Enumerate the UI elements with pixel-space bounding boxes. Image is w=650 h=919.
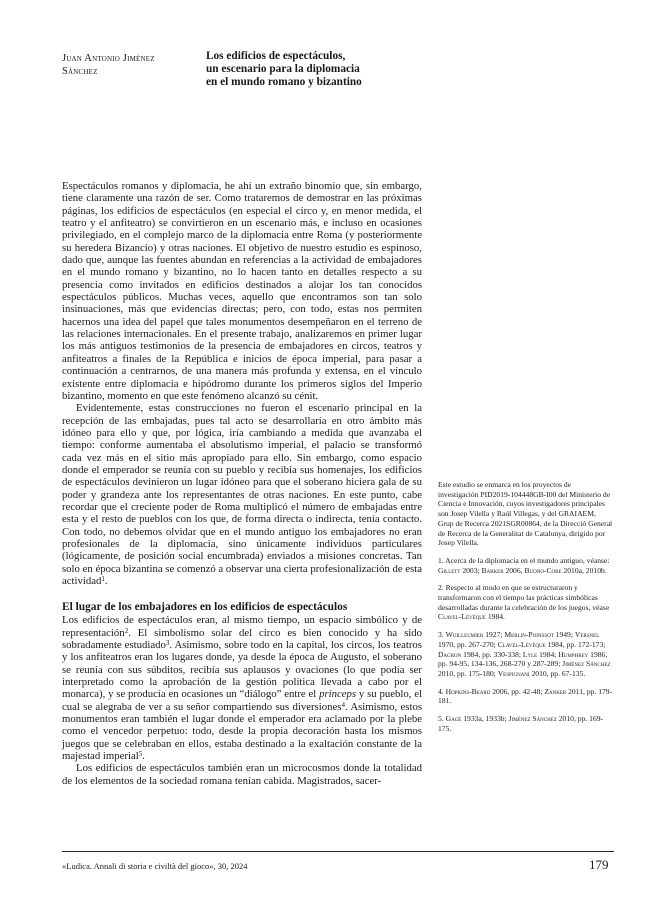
author-name-line2: Sánchez bbox=[62, 66, 98, 77]
p3-text-f: . bbox=[142, 750, 145, 763]
article-title-line2: un escenario para la diplomacia bbox=[206, 63, 360, 75]
journal-citation: «Ludica. Annali di storia e civiltà del gioco», 30, 2024 bbox=[62, 861, 248, 871]
body-paragraph-4: Los edificios de espectáculos también eran un microcosmos donde la totalidad de los elementos de la sociedad romana tenían cabida. Magistrados, sacer- bbox=[62, 762, 422, 787]
footnote-ref-4[interactable]: 4 bbox=[341, 700, 345, 709]
article-title-line1: Los edificios de espectáculos, bbox=[206, 50, 346, 62]
footnote-1: 1. Acerca de la diplomacia en el mundo antiguo, véanse: Gillett 2003; Barker 2006, Buono-Core 2010a, 2010b. bbox=[438, 555, 610, 575]
p3-text-c: . Asimismo, sobre todo en la capital, los circos, los teatros y los anfiteatros eran los lugares donde, ya desde la época de Augusto, el soberano se reunía con sus súbditos, recibía sus aplausos y ovaciones (lo que podía ser interpretado como la aprobación de la gestión política llevada a cabo por el monarca), y se producía en ocasiones un “diálogo” entre el bbox=[62, 639, 422, 701]
page-number: 179 bbox=[589, 857, 609, 872]
footnote-3: 3. Wuilleumier 1927; Merlin-Poinssot 1949; Versnel 1970, pp. 267-270; Clavel-Lévêque 1984, pp. 172-173; Dagron 1984, pp. 330-338; Lyle 1984; Humphrey 1986, pp. 94-95, 134-136, 268-270 y 287-289; Jiménez Sánchez 2010, pp. 175-180; Vespignani 2010, pp. 67-135. bbox=[438, 630, 611, 678]
section-heading: El lugar de los embajadores en los edificios de espectáculos bbox=[62, 601, 348, 614]
footnote-4: 4. Hopkins-Beard 2006, pp. 42-48; Zanker 2011, pp. 179-181. bbox=[438, 686, 613, 706]
p3-text-a: Los edificios de espectáculos eran, al mismo tiempo, un espacio simbólico y de representación bbox=[62, 614, 422, 639]
footnote-5: 5. Gagé 1933a, 1933b; Jiménez Sánchez 2010, pp. 169-175. bbox=[438, 714, 604, 733]
footnote-2: 2. Respecto al modo en que se estructuraron y transformaron con el tiempo las prácticas simbólicas desarrolladas durante la celebración de los juegos, véase Clavel-Lévêque 1984. bbox=[438, 583, 610, 622]
article-title bbox=[206, 50, 406, 89]
p3-text-b: . El simbolismo solar del circo es bien conocido y ha sido sobradamente estudiado bbox=[62, 626, 422, 652]
footnote-ref-2[interactable]: 2 bbox=[124, 626, 129, 635]
footnote-ref-5[interactable]: 5 bbox=[138, 750, 143, 759]
footer-divider bbox=[62, 851, 614, 852]
body-paragraph-2: Evidentemente, estas construcciones no fueron el escenario principal en la recepción de las embajadas, pues tal acto se desarrollaría en otro ámbito más idóneo para ello y que, por lógica, iría cambiando a medida que avanzaba el tiempo: conforme aumentaba el absolutismo imperial, el palacio se transformó cada vez más en el sitio más apropiado para ello. Sin embargo, como espacio donde el emperador se reunía con su pueblo y recibía sus homenajes, los edificios de espectáculos devinieron un lugar idóneo para que el soberano hiciera gala de su poder y grandeza ante los representantes de otras naciones. En este punto, cabe recordar que el creciente poder de Roma multiplicó el número de embajadas entre esta y el resto de pueblos con los que, de forma directa o indirecta, tenía contacto. Con todo, no debemos olvidar que en el mundo antiguo los embajadores no eran profesionales de la diplomacia, sino únicamente individuos particulares (lógicamente, de posición social encumbrada) enviados a misiones concretas. Tan solo en época bizantina se comenzó a observar una cierta profesionalización de esta actividad$^1$. bbox=[62, 402, 422, 587]
body-paragraph-1: Espectáculos romanos y diplomacia, he ahí un extraño binomio que, sin embargo, tiene claramente una razón de ser. Como trataremos de demostrar en las próximas páginas, los edificios de espectáculos (en especial el circo y, en menor medida, el teatro y el anfiteatro) se convirtieron en un escenario más, e incluso en ocasiones privilegiado, en el complejo marco de la diplomacia entre Roma (y posteriormente su heredera Bizancio) y otras naciones. El objetivo de nuestro estudio es espinoso, dado que, aunque las fuentes abundan en referencias a la actividad de embajadores en el mundo romano y bizantino, no lo hacen tanto en detalles respecto a su presencia como invitados en edificios destinados a alojar los tan conocidos espectáculos públicos. Muchas veces, aquello que encontramos son tan solo insinuaciones, más que evidencias directas; pero, con todo, estas nos permiten hacernos una idea del papel que tales monumentos desempeñaron en el terreno de las relaciones internacionales. En el presente trabajo, analizaremos en primer lugar los más antiguos testimonios de la presencia de embajadores en circos, teatros y anfiteatros a finales de la República e inicios de época imperial, para pasar a continuación a centrarnos, de una manera más profunda y extensa, en el vínculo existente entre diplomacia e hipódromo durante los primeros siglos del Imperio bizantino, momento en que este fenómeno alcanzó su cénit. bbox=[62, 180, 422, 402]
article-title-line3: en el mundo romano y bizantino bbox=[206, 76, 362, 88]
body-paragraph-3 bbox=[62, 614, 422, 762]
main-text bbox=[62, 180, 422, 787]
p3-italic-term: princeps bbox=[319, 688, 357, 701]
p3-text-d: y su pueblo, el cual se alegraba de ver a su señor compartiendo sus diversiones bbox=[62, 688, 423, 713]
funding-note: Este estudio se enmarca en los proyectos de investigación PID2019-104448GB-I00 del Ministerio de Ciencia e Innovación, cuyos investigadores principales son Josep Vilella y Raúl Villegas, y del GRAIAEM, Grup de Recerca 2021SGR00864, de la Direcció General de Recerca de la Generalitat de Catalunya, dirigido por Josep Vilella. bbox=[438, 480, 613, 548]
footnote-ref-3[interactable]: 3 bbox=[165, 639, 170, 648]
side-notes bbox=[438, 480, 613, 741]
author-name bbox=[62, 52, 202, 78]
author-name-line1: Juan Antonio Jiménez bbox=[62, 53, 155, 64]
footnote-ref-1[interactable]: 1 bbox=[101, 575, 105, 583]
p3-text-e: . Asimismo, estos monumentos eran también el lugar donde el emperador era aclamado por la plebe como el vencedor perpetuo: todo, desde la propia decoración hasta los mismos juegos que se celebraban en ellos, estaba destinado a la exaltación constante de la majestad imperial bbox=[62, 700, 422, 763]
body-paragraph-2-text: Evidentemente, estas construcciones no fueron el escenario principal en la recepción de las embajadas, pues tal acto se desarrollaría en otro ámbito más idóneo para ello y que, por lógica, iría cambiando a medida que avanzaba el tiempo: conforme aumentaba el absolutismo imperial, el palacio se transformó cada vez más en el sitio más apropiado para ello. Sin embargo, como espacio donde el emperador se reunía con su pueblo y recibía sus homenajes, los edificios de espectáculos devinieron un lugar idóneo para que el soberano hiciera gala de su poder y grandeza ante los representantes de otras naciones. En este punto, cabe recordar que el creciente poder de Roma multiplicó el número de embajadas entre esta y el resto de pueblos con los que, de forma directa o indirecta, tenía contacto. Con todo, no debemos olvidar que en el mundo antiguo los embajadores no eran profesionales de la diplomacia, sino únicamente individuos particulares (lógicamente, de posición social encumbrada) enviados a misiones concretas. Tan solo en época bizantina se comenzó a observar una cierta profesionalización de esta actividad bbox=[62, 402, 422, 587]
